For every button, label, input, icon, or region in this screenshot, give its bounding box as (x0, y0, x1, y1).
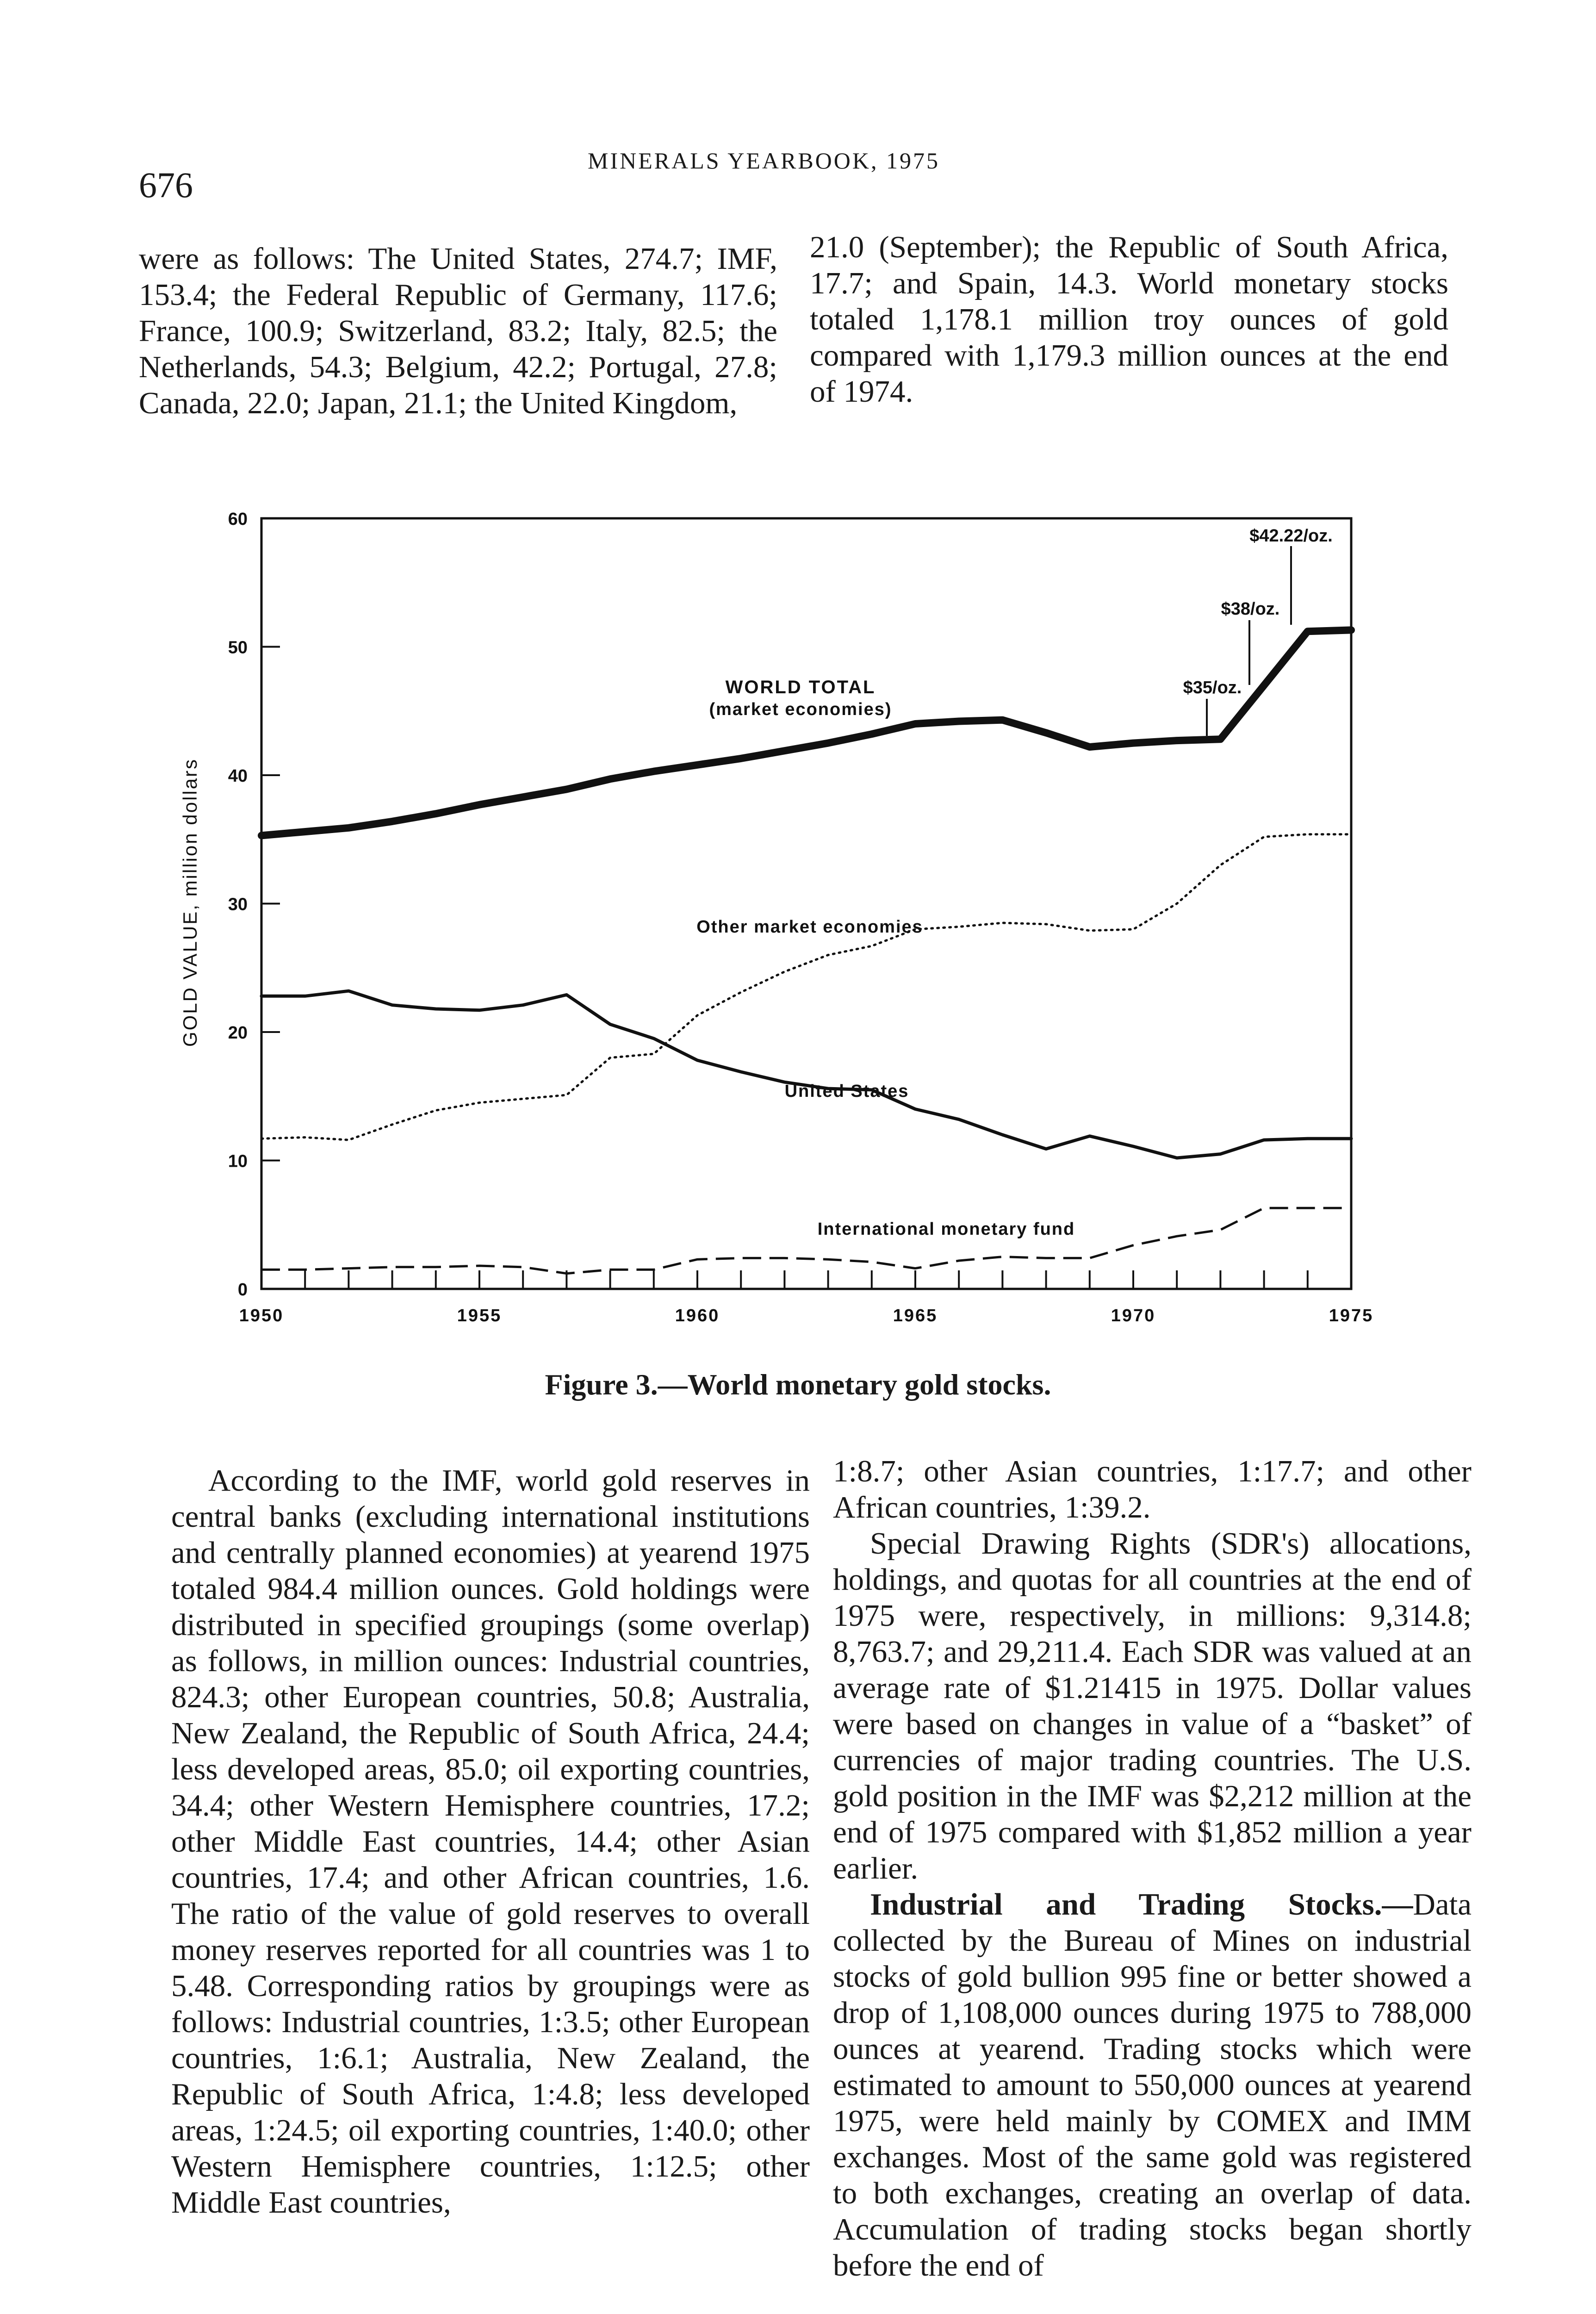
y-axis-ticks (228, 510, 280, 1300)
bottom-right-column (833, 1453, 1472, 2283)
paragraph: Special Drawing Rights (SDR's) allocations, holdings, and quotas for all countries at the end of 1975 were, respectively, in millions: 9,314.8; 8,763.7; and 29,211.4. Each SDR was valued at an average rate of $1.21415 in 1975. Dollar values were based on changes in value of a “basket” of currencies of major trading countries. The U.S. gold position in the IMF was $2,212 million at the end of 1975 compared with $1,852 million a year earlier. (833, 1526, 1472, 1885)
y-tick-label: 0 (237, 1280, 248, 1300)
world-total-label: WORLD TOTAL (725, 677, 876, 697)
chart-svg (176, 509, 1402, 1342)
top-left-column (139, 241, 777, 421)
paragraph: According to the IMF, world gold reserves in central banks (excluding international institutions and centrally planned economies) at yearend 1975 totaled 984.4 million ounces. Gold holdings were distributed in specified groupings (some overlap) as follows, in million ounces: Industrial countries, 824.3; other European countries, 50.8; Australia, New Zealand, the Republic of South Africa, 24.4; less developed areas, 85.0; oil exporting countries, 34.4; other Western Hemisphere countries, 17.2; other Middle East countries, 14.4; other Asian countries, 17.4; and other African countries, 1.6. The ratio of the value of gold reserves to overall money reserves reported for all countries was 1 to 5.48. Corresponding ratios by groupings were as follows: Industrial countries, 1:3.5; other European countries, 1:6.1; Australia, New Zealand, the Republic of South Africa, 1:4.8; less developed areas, 1:24.5; oil exporting countries, 1:40.0; other Western Hemisphere countries, 1:12.5; other Middle East countries, (171, 1463, 810, 2220)
series-line-united-states (261, 991, 1351, 1158)
paragraph: 1:8.7; other Asian countries, 1:17.7; and other African countries, 1:39.2. (833, 1454, 1472, 1524)
x-axis-ticks (239, 1270, 1374, 1325)
page-number: 676 (139, 165, 193, 205)
x-tick-label: 1970 (1111, 1306, 1156, 1325)
y-tick-label: 60 (228, 510, 248, 529)
annotation-35: $35/oz. (1183, 678, 1242, 697)
paragraph-text: Data collected by the Bureau of Mines on industrial stocks of gold bullion 995 fine or better showed a drop of 1,108,000 ounces during 1975 to 788,000 ounces at yearend. Trading stocks which were estimated to amount to 550,000 ounces at yearend 1975, were held mainly by COMEX and IMM exchanges. Most of the same gold was registered to both exchanges, creating an overlap of data. Accumulation of trading stocks began shortly before the end of (833, 1887, 1472, 2283)
top-right-column (810, 229, 1448, 410)
gold-stocks-chart (176, 509, 1402, 1342)
x-tick-label: 1960 (675, 1306, 720, 1325)
annotation-42: $42.22/oz. (1249, 526, 1333, 546)
imf-label: International monetary fund (817, 1219, 1075, 1239)
paragraph (833, 1886, 1472, 2283)
paragraph: 21.0 (September); the Republic of South Africa, 17.7; and Spain, 14.3. World monetary stocks totaled 1,178.1 million troy ounces of gold compared with 1,179.3 million ounces at the end of 1974. (810, 230, 1448, 409)
figure-caption: Figure 3.—World monetary gold stocks. (545, 1368, 1051, 1401)
y-tick-label: 10 (228, 1151, 248, 1171)
series-layer (261, 630, 1351, 1273)
x-tick-label: 1950 (239, 1306, 284, 1325)
y-tick-label: 30 (228, 895, 248, 914)
x-tick-label: 1965 (893, 1306, 938, 1325)
y-axis-title: GOLD VALUE, million dollars (179, 758, 201, 1047)
x-tick-label: 1955 (457, 1306, 502, 1325)
paragraph: were as follows: The United States, 274.7; IMF, 153.4; the Federal Republic of Germany, 117.6; France, 100.9; Switzerland, 83.2; Italy, 82.5; the Netherlands, 54.3; Belgium, 42.2; Portugal, 27.8; Canada, 22.0; Japan, 21.1; the United Kingdom, (139, 242, 777, 420)
series-line-world-total-market-economies (261, 630, 1351, 835)
y-tick-label: 20 (228, 1023, 248, 1043)
united-states-label: United States (784, 1082, 909, 1101)
series-line-international-monetary-fund (261, 1208, 1351, 1274)
plot-frame (261, 518, 1351, 1289)
annotation-38: $38/oz. (1221, 599, 1280, 619)
world-total-sublabel: (market economies) (709, 700, 892, 719)
other-market-label: Other market economies (696, 917, 923, 937)
running-title: MINERALS YEARBOOK, 1975 (588, 148, 940, 174)
bottom-left-column (171, 1462, 810, 2221)
y-tick-label: 40 (228, 766, 248, 786)
x-tick-label: 1975 (1329, 1306, 1374, 1325)
y-tick-label: 50 (228, 638, 248, 658)
section-heading: Industrial and Trading Stocks.— (870, 1887, 1413, 1922)
